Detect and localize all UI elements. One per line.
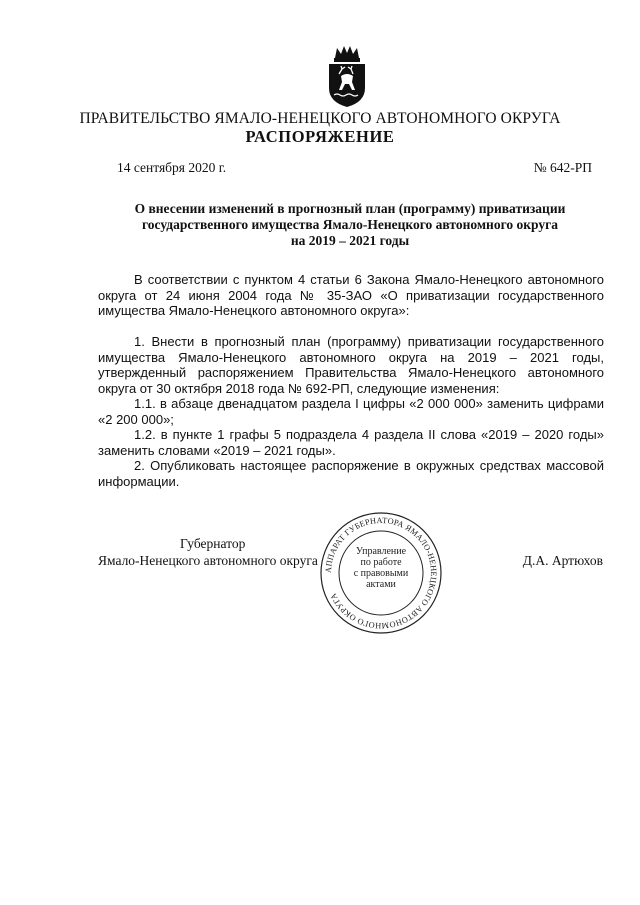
items-block xyxy=(98,334,604,489)
coat-of-arms-icon xyxy=(325,44,369,108)
signature-position: Губернатор xyxy=(180,536,246,551)
stamp-line: Управление xyxy=(355,546,407,557)
intro-paragraph: В соответствии с пунктом 4 статьи 6 Закона Ямало-Ненецкого автономного округа от 24 июня 2004 года № 35-ЗАО «О приватизации государственного имущества Ямало-Ненецкого автономного округа»: xyxy=(98,272,604,318)
stamp-line: актами xyxy=(366,579,396,590)
title-line: на 2019 – 2021 годы xyxy=(290,233,410,248)
stamp-ring-text: АППАРАТ ГУБЕРНАТОРА ЯМАЛО-НЕНЕЦКОГО АВТОНОМНОГО ОКРУГА xyxy=(323,515,439,631)
item-1-1: 1.1. в абзаце двенадцатом раздела I цифры «2 000 000» заменить цифрами «2 200 000»; xyxy=(98,396,604,427)
intro-block xyxy=(98,272,604,319)
title-line: О внесении изменений в прогнозный план (программу) приватизации xyxy=(134,201,566,216)
stamp-line: с правовыми xyxy=(353,568,409,579)
title-line: государственного имущества Ямало-Ненецкого автономного округа xyxy=(142,217,558,232)
approval-stamp xyxy=(318,510,444,636)
document-title xyxy=(100,201,600,249)
document-date: 14 сентября 2020 г. xyxy=(117,160,227,175)
stamp-line: по работе xyxy=(360,557,402,568)
item-1: 1. Внести в прогнозный план (программу) приватизации государственного имущества Ямало-Ненецкого автономного округа на 2019 – 2021 годы, утвержденный распоряжением Правительства Ямало-Ненецкого автономного округа от 30 октября 2018 года № 692-РП, следующие изменения: xyxy=(98,334,604,396)
signature-name: Д.А. Артюхов xyxy=(522,553,603,568)
item-2: 2. Опубликовать настоящее распоряжение в окружных средствах массовой информации. xyxy=(98,458,604,489)
stamp-center-text xyxy=(342,546,420,590)
signature-organization: Ямало-Ненецкого автономного округа xyxy=(98,553,318,568)
government-name: ПРАВИТЕЛЬСТВО ЯМАЛО-НЕНЕЦКОГО АВТОНОМНОГО ОКРУГА xyxy=(79,110,561,127)
document-number: № 642-РП xyxy=(533,160,592,175)
document-type: РАСПОРЯЖЕНИЕ xyxy=(245,127,395,146)
item-1-2: 1.2. в пункте 1 графы 5 подраздела 4 раздела II слова «2019 – 2020 годы» заменить словами «2019 – 2021 годы». xyxy=(98,427,604,458)
